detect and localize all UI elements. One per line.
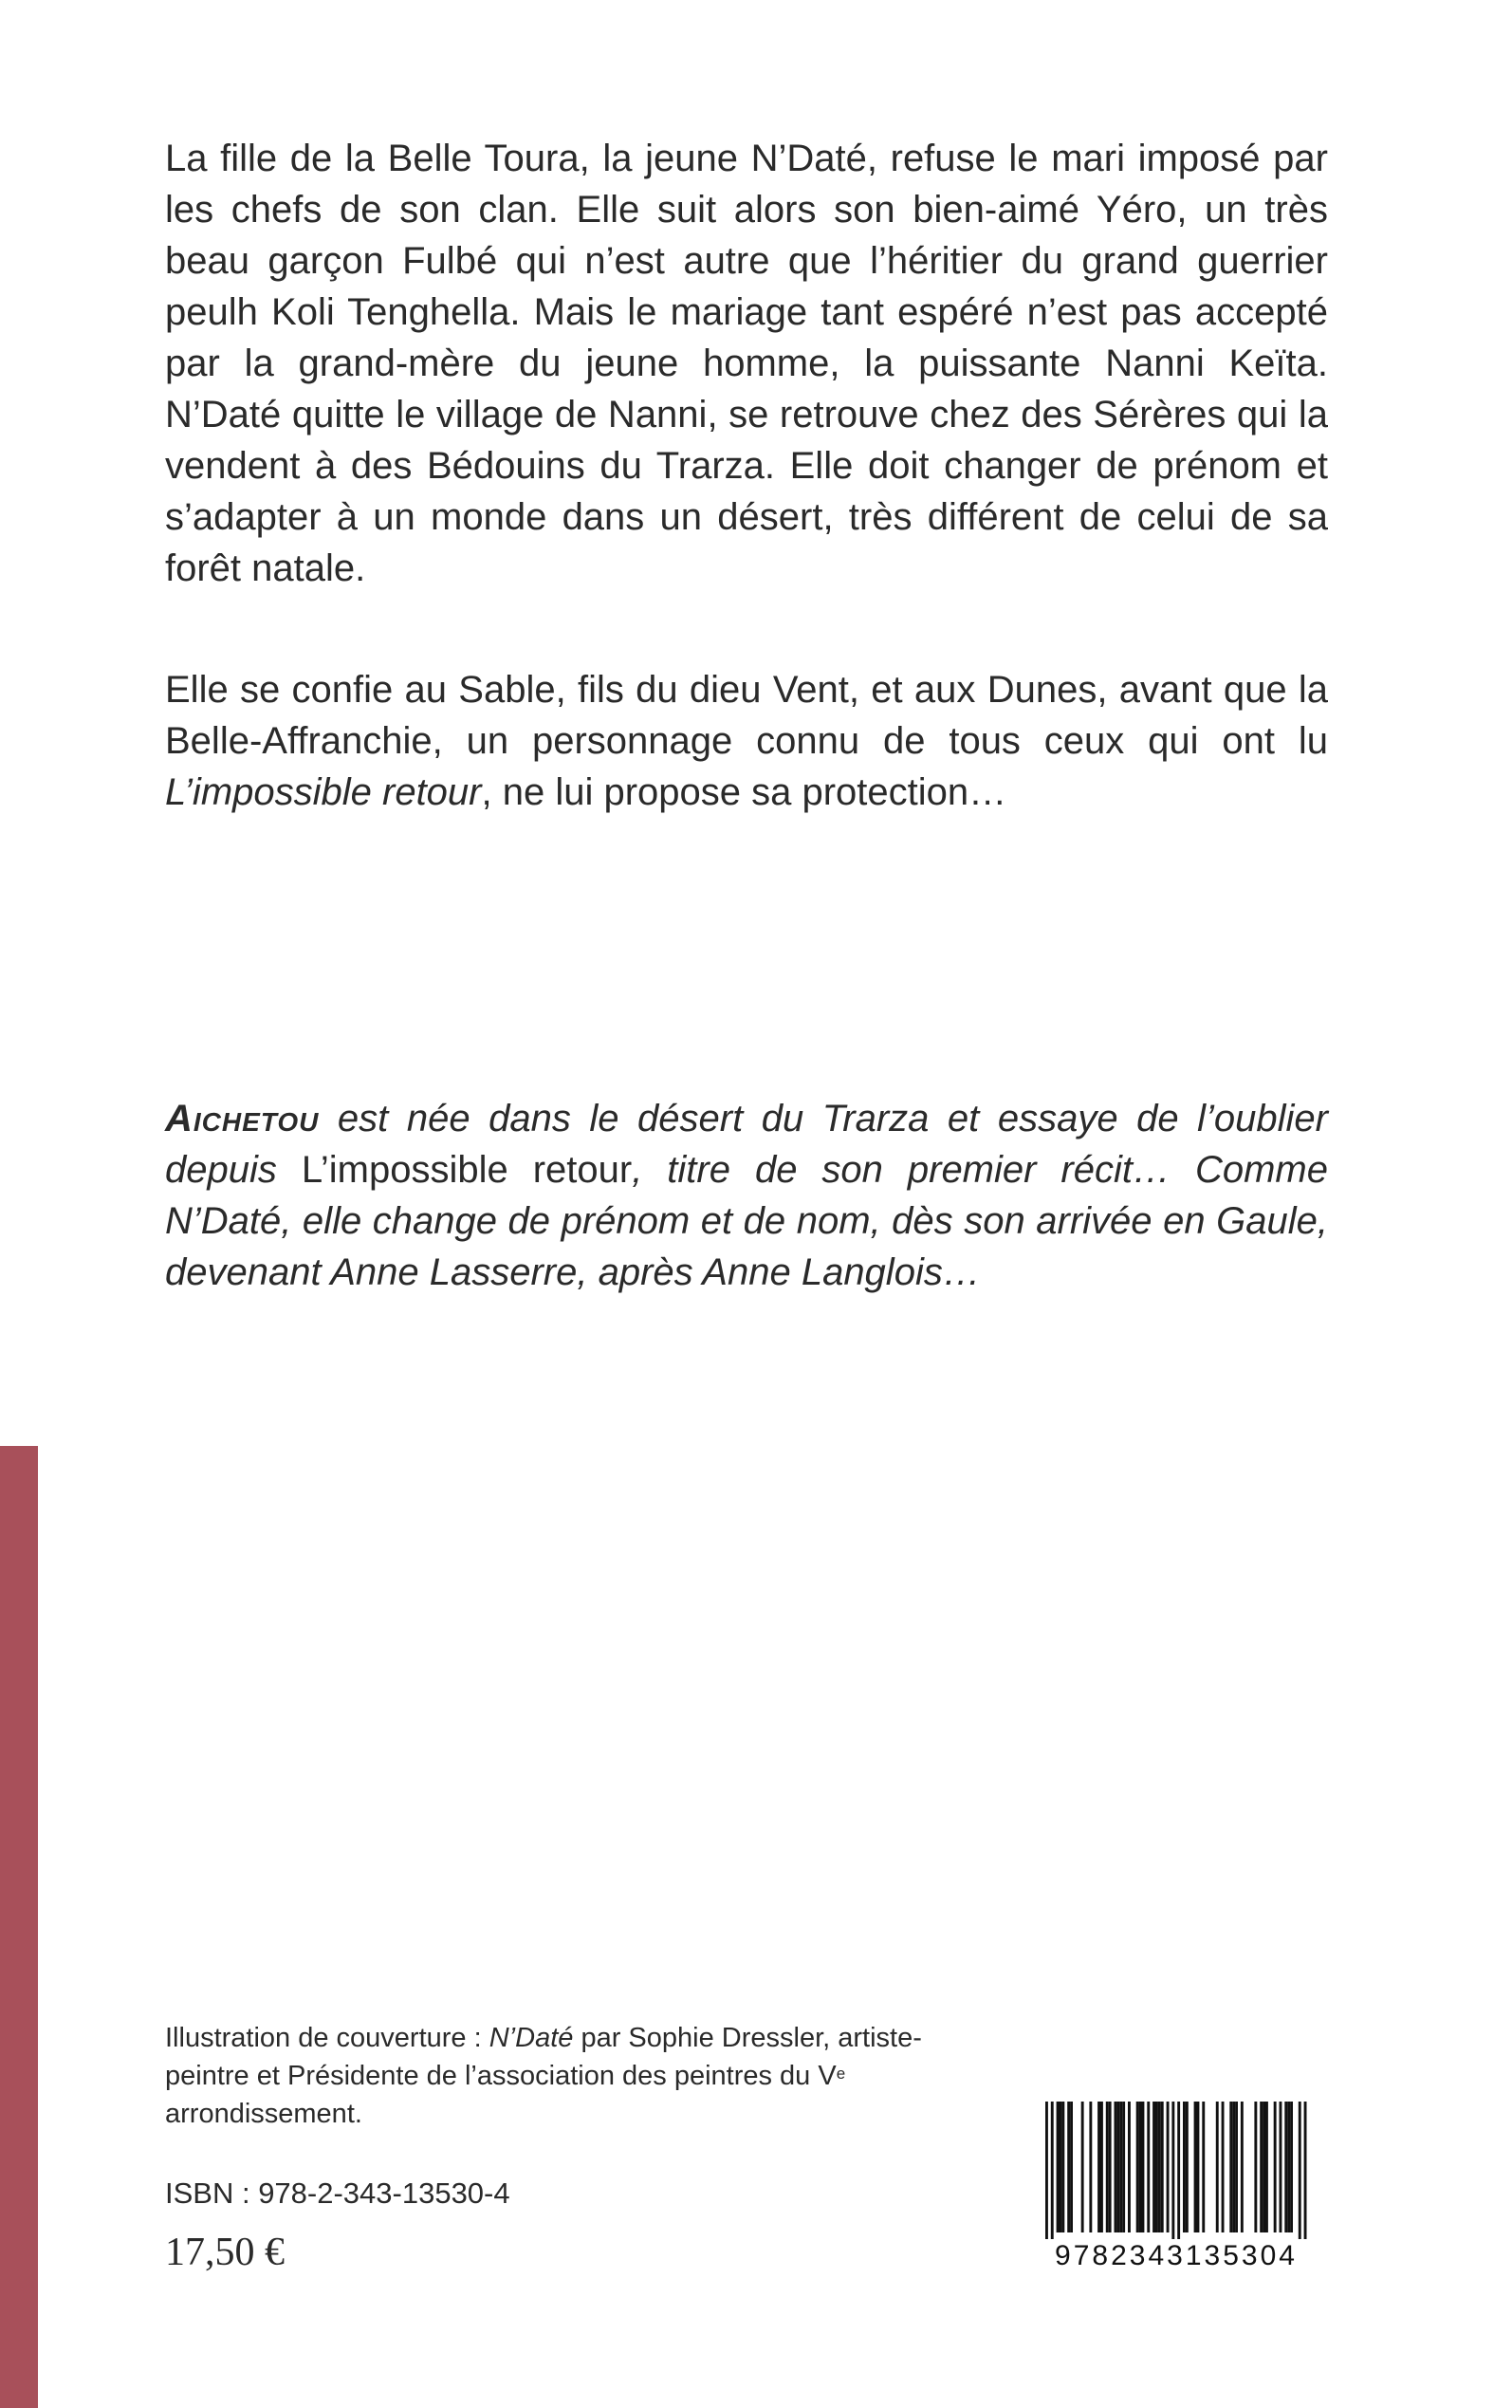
barcode-bar [1284,2102,1287,2232]
blurb-p2-text-start: Elle se confie au Sable, fils du dieu Vent, et aux Dunes, avant que la Belle-Affranchie, un personnage connu de tous ceux qui ont lu [165,669,1328,762]
credit-prefix: Illustration de couverture : [165,2023,489,2053]
blurb-paragraph-1: La fille de la Belle Toura, la jeune N’Daté, refuse le mari imposé par les chefs de son clan. Elle suit alors son bien-aimé Yéro, un très beau garçon Fulbé qui n’est autre que l’héritier du grand guerrier peulh Koli Tenghella. Mais le mariage tant espéré n’est pas accepté par la grand-mère du jeune homme, la puissante Nanni Keïta. N’Daté quitte le village de Nanni, se retrouve chez des Sérères qui la vendent à des Bédouins du Trarza. Elle doit changer de prénom et s’adapter à un monde dans un désert, très différent de celui de sa forêt natale. [165,138,1328,589]
barcode-bar [1274,2102,1277,2232]
barcode-bar [1081,2102,1084,2232]
credit-middle: par Sophie Dressler, artiste-peintre et Présidente de l’association des peintres du V [165,2023,922,2091]
barcode-bar [1100,2102,1103,2232]
barcode-bar [1263,2102,1265,2232]
barcode-bar [1106,2102,1109,2232]
barcode-bar [1222,2102,1225,2232]
isbn: ISBN : 978-2-343-13530-4 [165,2176,510,2210]
barcode-bar [1197,2102,1200,2232]
barcode-bar [1161,2102,1164,2232]
barcode-bar [1232,2102,1235,2232]
price: 17,50 € [165,2231,285,2274]
author-bio [165,1093,1328,1298]
spine-color-band [0,1446,38,2408]
barcode-bar [1290,2102,1293,2232]
barcode-bar [1142,2102,1145,2232]
barcode-bar [1139,2102,1142,2232]
credit-suffix: arrondissement. [165,2099,362,2129]
barcode-bar [1060,2102,1062,2232]
barcode-bar [1229,2102,1232,2232]
barcode-bar [1241,2102,1244,2232]
barcode-bar [1070,2102,1073,2232]
barcode-bar [1194,2102,1197,2232]
barcode-bar [1147,2102,1150,2232]
blurb-p2-book-title: L’impossible retour [165,771,482,813]
blurb-paragraph-2 [165,664,1328,818]
barcode-bar [1109,2102,1112,2232]
barcode-bar [1260,2102,1263,2232]
barcode [1034,2102,1318,2287]
cover-illustration-credit [165,2019,981,2133]
barcode-bar [1254,2102,1257,2232]
barcode-bar [1202,2102,1205,2232]
barcode-bar [1171,2102,1174,2239]
blurb-p2-text-end: , ne lui propose sa protection… [481,771,1007,813]
barcode-bar [1122,2102,1125,2232]
barcode-bar [1304,2102,1307,2239]
bio-text-1: est née dans le désert du Trarza et essaye de l’oublier depuis [165,1098,1328,1191]
barcode-bar [1045,2102,1048,2239]
credit-superscript: e [836,2065,846,2083]
barcode-bar [1051,2102,1054,2239]
barcode-bar [1299,2102,1301,2239]
barcode-bars [1034,2102,1318,2239]
barcode-bar [1216,2102,1219,2232]
barcode-bar [1089,2102,1092,2232]
barcode-bar [1167,2102,1170,2232]
barcode-bar [1186,2102,1189,2232]
barcode-bar [1136,2102,1139,2232]
barcode-bar [1152,2102,1155,2232]
barcode-bar [1119,2102,1122,2232]
barcode-bar [1115,2102,1117,2232]
barcode-bar [1057,2102,1060,2232]
barcode-bar [1177,2102,1180,2239]
barcode-digits: 9782343135304 [1055,2240,1298,2271]
bio-book-title: L’impossible retour [301,1149,633,1191]
credit-artwork-title: N’Daté [489,2023,574,2053]
barcode-bar [1067,2102,1070,2232]
barcode-bar [1265,2102,1268,2232]
barcode-bar [1128,2102,1131,2232]
barcode-bar [1116,2102,1119,2232]
barcode-bar [1155,2102,1158,2232]
bio-text-2: , titre de son premier récit… Comme N’Daté, elle change de prénom et de nom, dès son arrivée en Gaule, devenant Anne Lasserre, après Anne Langlois… [165,1149,1328,1293]
barcode-bar [1287,2102,1290,2232]
barcode-bar [1061,2102,1064,2232]
barcode-bar [1280,2102,1282,2232]
barcode-bar [1097,2102,1100,2232]
barcode-bar [1158,2102,1161,2232]
barcode-bar [1183,2102,1186,2232]
author-name: Aichetou [165,1098,320,1139]
barcode-bar [1235,2102,1238,2232]
